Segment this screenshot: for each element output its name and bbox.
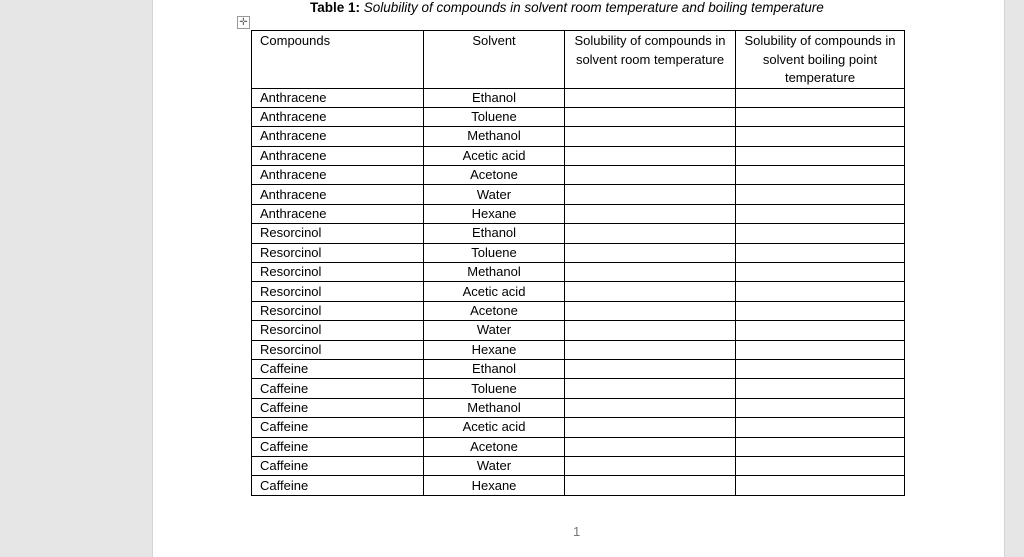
caption-text: Solubility of compounds in solvent room temperature and boiling temperature	[360, 0, 824, 15]
cell-compound: Caffeine	[252, 359, 424, 378]
header-compounds: Compounds	[252, 31, 424, 89]
cell-boiling-temp[interactable]	[736, 476, 905, 495]
table-row	[252, 340, 905, 359]
cell-boiling-temp[interactable]	[736, 88, 905, 107]
cell-room-temp[interactable]	[565, 243, 736, 262]
cell-room-temp[interactable]	[565, 301, 736, 320]
cell-room-temp[interactable]	[565, 127, 736, 146]
cell-solvent: Methanol	[424, 398, 565, 417]
cell-solvent: Ethanol	[424, 359, 565, 378]
document-page	[152, 0, 1005, 557]
table-row	[252, 263, 905, 282]
cell-solvent: Acetic acid	[424, 282, 565, 301]
cell-boiling-temp[interactable]	[736, 204, 905, 223]
table-row	[252, 418, 905, 437]
cell-solvent: Toluene	[424, 379, 565, 398]
cell-compound: Anthracene	[252, 127, 424, 146]
cell-compound: Caffeine	[252, 398, 424, 417]
cell-solvent: Toluene	[424, 107, 565, 126]
cell-room-temp[interactable]	[565, 224, 736, 243]
cell-solvent: Acetone	[424, 301, 565, 320]
cell-room-temp[interactable]	[565, 340, 736, 359]
cell-solvent: Acetone	[424, 166, 565, 185]
table-header-row	[252, 31, 905, 89]
cell-solvent: Methanol	[424, 263, 565, 282]
cell-room-temp[interactable]	[565, 398, 736, 417]
table-row	[252, 301, 905, 320]
cell-room-temp[interactable]	[565, 437, 736, 456]
cell-compound: Anthracene	[252, 88, 424, 107]
table-row	[252, 321, 905, 340]
cell-compound: Caffeine	[252, 456, 424, 475]
cell-solvent: Hexane	[424, 340, 565, 359]
cell-boiling-temp[interactable]	[736, 437, 905, 456]
cell-boiling-temp[interactable]	[736, 127, 905, 146]
table-row	[252, 379, 905, 398]
solubility-table	[251, 30, 905, 496]
cell-compound: Caffeine	[252, 437, 424, 456]
table-move-handle-icon[interactable]: ✛	[237, 16, 250, 29]
cell-compound: Resorcinol	[252, 263, 424, 282]
cell-boiling-temp[interactable]	[736, 107, 905, 126]
cell-room-temp[interactable]	[565, 146, 736, 165]
cell-boiling-temp[interactable]	[736, 321, 905, 340]
cell-solvent: Acetic acid	[424, 146, 565, 165]
cell-compound: Resorcinol	[252, 321, 424, 340]
header-boiling-temp: Solubility of compounds in solvent boiling point temperature	[736, 31, 905, 89]
cell-solvent: Acetic acid	[424, 418, 565, 437]
cell-solvent: Water	[424, 456, 565, 475]
cell-solvent: Ethanol	[424, 88, 565, 107]
cell-boiling-temp[interactable]	[736, 379, 905, 398]
cell-compound: Anthracene	[252, 204, 424, 223]
cell-room-temp[interactable]	[565, 107, 736, 126]
cell-solvent: Methanol	[424, 127, 565, 146]
cell-room-temp[interactable]	[565, 263, 736, 282]
cell-boiling-temp[interactable]	[736, 263, 905, 282]
cell-room-temp[interactable]	[565, 359, 736, 378]
cell-boiling-temp[interactable]	[736, 301, 905, 320]
table-caption	[310, 0, 1010, 15]
table-row	[252, 476, 905, 495]
table-row	[252, 282, 905, 301]
cell-boiling-temp[interactable]	[736, 166, 905, 185]
cell-room-temp[interactable]	[565, 282, 736, 301]
cell-solvent: Water	[424, 185, 565, 204]
cell-compound: Anthracene	[252, 185, 424, 204]
cell-room-temp[interactable]	[565, 379, 736, 398]
cell-boiling-temp[interactable]	[736, 282, 905, 301]
cell-compound: Resorcinol	[252, 224, 424, 243]
cell-room-temp[interactable]	[565, 476, 736, 495]
cell-boiling-temp[interactable]	[736, 456, 905, 475]
cell-boiling-temp[interactable]	[736, 185, 905, 204]
cell-solvent: Toluene	[424, 243, 565, 262]
cell-room-temp[interactable]	[565, 88, 736, 107]
cell-compound: Resorcinol	[252, 282, 424, 301]
header-solvent: Solvent	[424, 31, 565, 89]
table-row	[252, 359, 905, 378]
cell-solvent: Hexane	[424, 204, 565, 223]
cell-compound: Anthracene	[252, 146, 424, 165]
cell-solvent: Water	[424, 321, 565, 340]
cell-compound: Resorcinol	[252, 301, 424, 320]
cell-boiling-temp[interactable]	[736, 224, 905, 243]
table-row	[252, 437, 905, 456]
table-row	[252, 127, 905, 146]
cell-compound: Caffeine	[252, 418, 424, 437]
cell-boiling-temp[interactable]	[736, 146, 905, 165]
cell-compound: Caffeine	[252, 379, 424, 398]
table-row	[252, 204, 905, 223]
page-number: 1	[573, 524, 581, 539]
table-row	[252, 243, 905, 262]
cell-compound: Resorcinol	[252, 243, 424, 262]
cell-room-temp[interactable]	[565, 321, 736, 340]
cell-room-temp[interactable]	[565, 185, 736, 204]
header-room-temp: Solubility of compounds in solvent room temperature	[565, 31, 736, 89]
cell-room-temp[interactable]	[565, 418, 736, 437]
cell-boiling-temp[interactable]	[736, 243, 905, 262]
cell-room-temp[interactable]	[565, 204, 736, 223]
cell-room-temp[interactable]	[565, 456, 736, 475]
table-row	[252, 146, 905, 165]
cell-solvent: Ethanol	[424, 224, 565, 243]
table-row	[252, 398, 905, 417]
cell-boiling-temp[interactable]	[736, 359, 905, 378]
cell-compound: Anthracene	[252, 107, 424, 126]
cell-room-temp[interactable]	[565, 166, 736, 185]
cell-solvent: Acetone	[424, 437, 565, 456]
table-row	[252, 456, 905, 475]
cell-boiling-temp[interactable]	[736, 418, 905, 437]
table-row	[252, 107, 905, 126]
table-row	[252, 166, 905, 185]
cell-compound: Resorcinol	[252, 340, 424, 359]
cell-boiling-temp[interactable]	[736, 340, 905, 359]
table-row	[252, 185, 905, 204]
cell-boiling-temp[interactable]	[736, 398, 905, 417]
cell-solvent: Hexane	[424, 476, 565, 495]
cell-compound: Anthracene	[252, 166, 424, 185]
caption-label: Table 1:	[310, 0, 361, 15]
cell-compound: Caffeine	[252, 476, 424, 495]
table-row	[252, 88, 905, 107]
table-row	[252, 224, 905, 243]
